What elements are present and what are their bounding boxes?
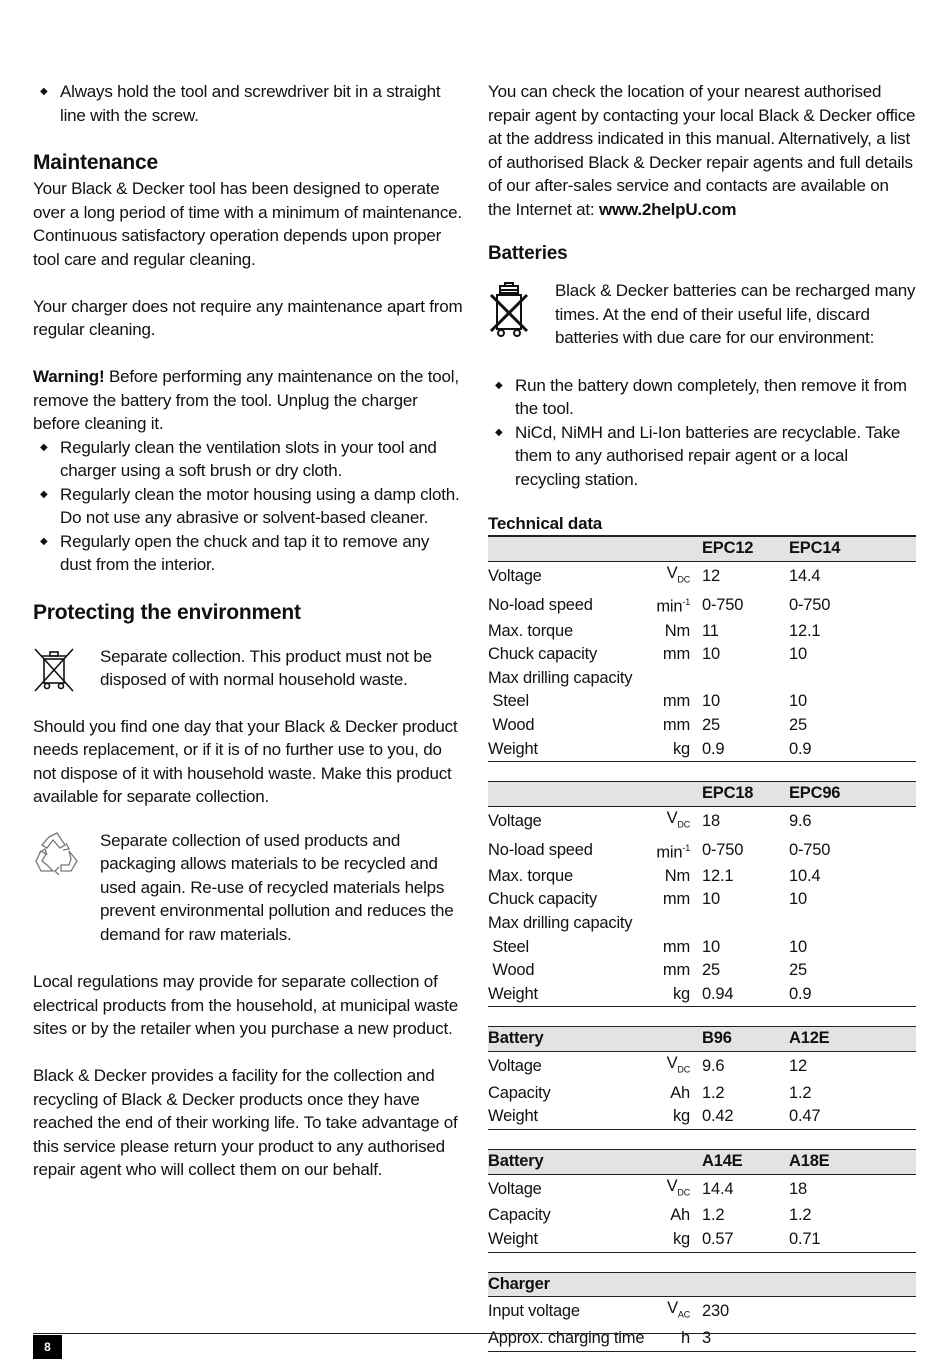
spec-table (488, 1149, 916, 1253)
spec-value: 1.2 (789, 1206, 812, 1225)
table-row (488, 983, 916, 1007)
spec-header-cell (633, 1272, 702, 1297)
table-row (488, 591, 916, 619)
table-row (488, 888, 916, 912)
recycling-text: Separate collection of used products and packaging allows materials to be recycled and used again. Re-use of recycled materials helps prevent environmental pollution and reduces the demand for raw materials. (100, 830, 454, 944)
table-row (488, 837, 916, 865)
spec-header-cell: Battery (488, 1027, 633, 1052)
left-column (33, 80, 463, 1182)
list-item: ◆ NiCd, NiMH and Li-Ion batteries are recyclable. Take them to any authorised repair agent or a local recycling station. (488, 421, 916, 492)
unit-text: mm (662, 937, 690, 956)
spec-value: 25 (702, 715, 720, 734)
table-row (488, 561, 916, 591)
table-row (488, 1105, 916, 1129)
spec-unit (633, 837, 702, 865)
spec-header-cell: A12E (789, 1027, 916, 1052)
page-number: 8 (33, 1335, 62, 1359)
separate-collection-text: Separate collection. This product must not be disposed of with normal household waste. (100, 646, 432, 689)
spec-value: 10 (702, 890, 720, 909)
spec-table-block (488, 1026, 916, 1130)
spec-label: Weight (488, 983, 633, 1007)
spec-table (488, 1272, 916, 1352)
spec-header-cell: A18E (789, 1149, 916, 1174)
table-row (488, 1174, 916, 1204)
recycling-row (33, 829, 463, 947)
unit-modifier: AC (677, 1309, 690, 1320)
spec-label: Wood (488, 715, 535, 734)
spec-label: Capacity (488, 1206, 551, 1225)
spec-value: 25 (789, 715, 807, 734)
spec-value: 0.71 (789, 1228, 916, 1252)
unit-text: h (681, 1329, 690, 1348)
spec-unit (633, 643, 702, 667)
spec-unit (633, 1174, 702, 1204)
spec-label: Voltage (488, 811, 542, 830)
spec-table-header (488, 1272, 916, 1297)
spec-value: 0-750 (702, 595, 744, 614)
separate-collection-row (33, 645, 463, 695)
unit-text: Nm (664, 866, 690, 885)
spec-label: Steel (488, 692, 529, 711)
unit-text: V (666, 563, 678, 582)
spec-value: 12.1 (789, 621, 821, 640)
spec-header-cell (633, 1149, 702, 1174)
safety-bullet-list (33, 80, 463, 127)
table-row (488, 959, 916, 983)
spec-unit (633, 936, 702, 960)
unit-text: V (666, 808, 678, 827)
environment-paragraph-2: Local regulations may provide for separate collection of electrical products from the household, at municipal waste sites or by the retailer when you purchase a new product. (33, 972, 458, 1038)
unit-text: Nm (664, 621, 690, 640)
table-row (488, 1051, 916, 1081)
unit-text: kg (672, 1107, 690, 1126)
spec-table-header (488, 1149, 916, 1174)
table-row (488, 714, 916, 738)
spec-unit (633, 690, 702, 714)
spec-header-cell (633, 1027, 702, 1052)
spec-header-cell (702, 1272, 789, 1297)
spec-header-cell: Charger (488, 1272, 633, 1297)
spec-header-cell (789, 1272, 916, 1297)
spec-unit (633, 888, 702, 912)
spec-unit (633, 983, 702, 1007)
unit-text: kg (672, 984, 690, 1003)
list-item: ◆ Regularly clean the motor housing using a damp cloth. Do not use any abrasive or solvent-based cleaner. (33, 483, 463, 530)
spec-table-block (488, 1272, 916, 1352)
website-link[interactable]: www.2helpU.com (598, 199, 737, 219)
spec-value (702, 667, 789, 691)
spec-header-cell (488, 537, 633, 562)
spec-value: 10 (702, 937, 720, 956)
spec-table-header (488, 782, 916, 807)
spec-unit (633, 561, 702, 591)
maintenance-bullet-list (33, 436, 463, 577)
spec-value: 9.6 (702, 1057, 725, 1076)
batteries-heading: Batteries (488, 243, 568, 264)
spec-unit (633, 1082, 702, 1106)
unit-modifier: DC (677, 1186, 690, 1197)
technical-data-title: Technical data (488, 513, 916, 536)
spec-unit (633, 1051, 702, 1081)
spec-label: Wood (488, 961, 535, 980)
spec-value: 10 (702, 692, 720, 711)
spec-value: 0-750 (789, 840, 831, 859)
spec-header-cell: EPC14 (789, 537, 916, 562)
spec-value: 18 (789, 1179, 807, 1198)
spec-unit (633, 865, 702, 889)
spec-unit (633, 667, 702, 691)
spec-value (789, 1327, 916, 1351)
spec-value: 3 (702, 1327, 789, 1351)
table-row (488, 1082, 916, 1106)
spec-value: 12 (702, 566, 720, 585)
environment-paragraph-1: Should you find one day that your Black & Decker product needs replacement, or if it is of no further use to you, do not dispose of it with household waste. Make this product available for separate collection. (33, 716, 458, 806)
spec-label: Max. torque (488, 866, 573, 885)
list-item: ◆ Regularly open the chuck and tap it to remove any dust from the interior. (33, 530, 463, 577)
spec-unit (633, 591, 702, 619)
spec-table-block (488, 536, 916, 762)
table-row (488, 643, 916, 667)
warning-label: Warning! (33, 367, 105, 386)
technical-data-tables (488, 536, 916, 1352)
spec-value: 0.42 (702, 1105, 789, 1129)
crossed-bin-icon (33, 647, 75, 693)
table-row (488, 1228, 916, 1252)
unit-text: kg (672, 1230, 690, 1249)
spec-value: 0.9 (789, 738, 916, 762)
spec-label: Voltage (488, 1057, 542, 1076)
spec-label: Approx. charging time (488, 1327, 633, 1351)
unit-modifier: DC (677, 819, 690, 830)
environment-paragraph-3: Black & Decker provides a facility for the collection and recycling of Black & Decker products once they have reached the end of their working life. To take advantage of this service please return your product to any authorised repair agent who will collect them on our behalf. (33, 1066, 458, 1179)
unit-text: mm (662, 692, 690, 711)
spec-unit (633, 714, 702, 738)
spec-header-cell: EPC18 (702, 782, 789, 807)
environment-heading: Protecting the environment (33, 600, 301, 624)
repair-agent-text: You can check the location of your nearest authorised repair agent by contacting your local Black & Decker office at the address indicated in this manual. Alternatively, a list of authorised Black & Decker repair agents and full details of our after-sales service and contacts are available on the Internet at: (488, 82, 916, 219)
unit-modifier: DC (677, 573, 690, 584)
unit-text: min (656, 597, 683, 616)
spec-value: 10 (789, 645, 807, 664)
spec-unit (633, 620, 702, 644)
table-row (488, 865, 916, 889)
spec-table (488, 781, 916, 1007)
spec-label: Voltage (488, 566, 542, 585)
table-row (488, 1204, 916, 1228)
spec-value: 0.47 (789, 1105, 916, 1129)
warning-paragraph (33, 365, 463, 436)
unit-modifier: DC (677, 1064, 690, 1075)
spec-value: 12.1 (702, 866, 734, 885)
spec-value: 10 (702, 645, 720, 664)
spec-table-block (488, 781, 916, 1007)
spec-value: 230 (702, 1302, 729, 1321)
battery-bullet-list (488, 374, 916, 492)
unit-text: Ah (670, 1206, 690, 1225)
spec-value: 0.94 (702, 983, 789, 1007)
spec-value (789, 912, 916, 936)
spec-value: 10 (789, 890, 807, 909)
spec-value (789, 1297, 916, 1327)
footer-rule (33, 1333, 916, 1334)
recycle-icon (33, 831, 81, 875)
spec-table-block (488, 1149, 916, 1253)
spec-value: 0.9 (702, 738, 789, 762)
spec-label: No-load speed (488, 595, 593, 614)
spec-value (702, 912, 789, 936)
warning-text: Before performing any maintenance on the tool, remove the battery from the tool. Unplug the charger before cleaning it. (33, 367, 459, 433)
unit-text: min (656, 843, 683, 862)
repair-agent-paragraph (488, 80, 916, 221)
spec-label: Voltage (488, 1179, 542, 1198)
spec-header-cell (633, 537, 702, 562)
spec-unit (633, 1297, 702, 1327)
spec-unit (633, 959, 702, 983)
table-row (488, 1297, 916, 1327)
spec-header-cell: EPC12 (702, 537, 789, 562)
unit-text: kg (672, 739, 690, 758)
spec-value: 14.4 (702, 1179, 734, 1198)
spec-value: 18 (702, 811, 720, 830)
spec-header-cell: Battery (488, 1149, 633, 1174)
spec-label: No-load speed (488, 840, 593, 859)
spec-label: Capacity (488, 1083, 551, 1102)
spec-value: 0-750 (789, 595, 831, 614)
spec-header-cell: EPC96 (789, 782, 916, 807)
maintenance-paragraph: Your Black & Decker tool has been designed to operate over a long period of time with a minimum of maintenance. Continuous satisfactory operation depends upon proper tool care and regular cleaning. (33, 179, 462, 269)
spec-value: 14.4 (789, 566, 821, 585)
spec-value: 10 (789, 692, 807, 711)
spec-value: 1.2 (702, 1206, 725, 1225)
spec-value: 0-750 (702, 840, 744, 859)
spec-label: Weight (488, 1228, 633, 1252)
spec-table-header (488, 537, 916, 562)
spec-label: Input voltage (488, 1302, 580, 1321)
spec-label: Max drilling capacity (488, 913, 633, 932)
spec-unit (633, 1228, 702, 1252)
battery-bin-icon (488, 281, 530, 341)
table-row (488, 738, 916, 762)
spec-value: 11 (702, 621, 719, 640)
maintenance-heading: Maintenance (33, 151, 158, 174)
spec-value: 9.6 (789, 811, 812, 830)
table-row (488, 806, 916, 836)
spec-value: 10.4 (789, 866, 821, 885)
spec-label: Weight (488, 738, 633, 762)
spec-value: 12 (789, 1057, 807, 1076)
right-column (488, 80, 916, 1371)
unit-text: mm (662, 961, 690, 980)
spec-label: Max drilling capacity (488, 668, 633, 687)
charger-paragraph: Your charger does not require any maintenance apart from regular cleaning. (33, 296, 463, 339)
spec-value: 1.2 (702, 1083, 725, 1102)
unit-text: mm (662, 715, 690, 734)
spec-value: 10 (789, 937, 807, 956)
batteries-disposal-text: Black & Decker batteries can be recharged many times. At the end of their useful life, discard batteries with due care for our environment: (555, 281, 916, 347)
table-row (488, 620, 916, 644)
spec-value (789, 667, 916, 691)
spec-label: Weight (488, 1105, 633, 1129)
list-item: ◆ Always hold the tool and screwdriver bit in a straight line with the screw. (33, 80, 463, 127)
table-row (488, 1327, 916, 1351)
unit-text: mm (662, 890, 690, 909)
table-row (488, 667, 916, 691)
spec-header-cell (633, 782, 702, 807)
spec-header-cell (488, 782, 633, 807)
spec-value: 0.57 (702, 1228, 789, 1252)
spec-unit (633, 1105, 702, 1129)
spec-table (488, 1026, 916, 1130)
spec-table (488, 536, 916, 762)
spec-label: Chuck capacity (488, 645, 598, 664)
table-row (488, 912, 916, 936)
spec-label: Chuck capacity (488, 890, 598, 909)
table-row (488, 690, 916, 714)
unit-modifier: -1 (682, 842, 690, 853)
spec-table-header (488, 1027, 916, 1052)
unit-text: mm (662, 645, 690, 664)
spec-unit (633, 806, 702, 836)
unit-text: V (666, 1176, 678, 1195)
list-item: ◆ Regularly clean the ventilation slots in your tool and charger using a soft brush or dry cloth. (33, 436, 463, 483)
spec-label: Max. torque (488, 621, 573, 640)
spec-label: Steel (488, 937, 529, 956)
unit-modifier: -1 (682, 597, 690, 608)
unit-text: V (667, 1299, 678, 1318)
unit-text: V (666, 1053, 678, 1072)
spec-unit (633, 738, 702, 762)
spec-unit (633, 912, 702, 936)
spec-header-cell: A14E (702, 1149, 789, 1174)
spec-value: 1.2 (789, 1083, 812, 1102)
spec-value: 0.9 (789, 983, 916, 1007)
spec-value: 25 (702, 961, 720, 980)
table-row (488, 936, 916, 960)
spec-header-cell: B96 (702, 1027, 789, 1052)
spec-unit (633, 1204, 702, 1228)
unit-text: Ah (670, 1083, 690, 1102)
spec-value: 25 (789, 961, 807, 980)
batteries-disposal-row (488, 279, 916, 350)
list-item: ◆ Run the battery down completely, then remove it from the tool. (488, 374, 916, 421)
